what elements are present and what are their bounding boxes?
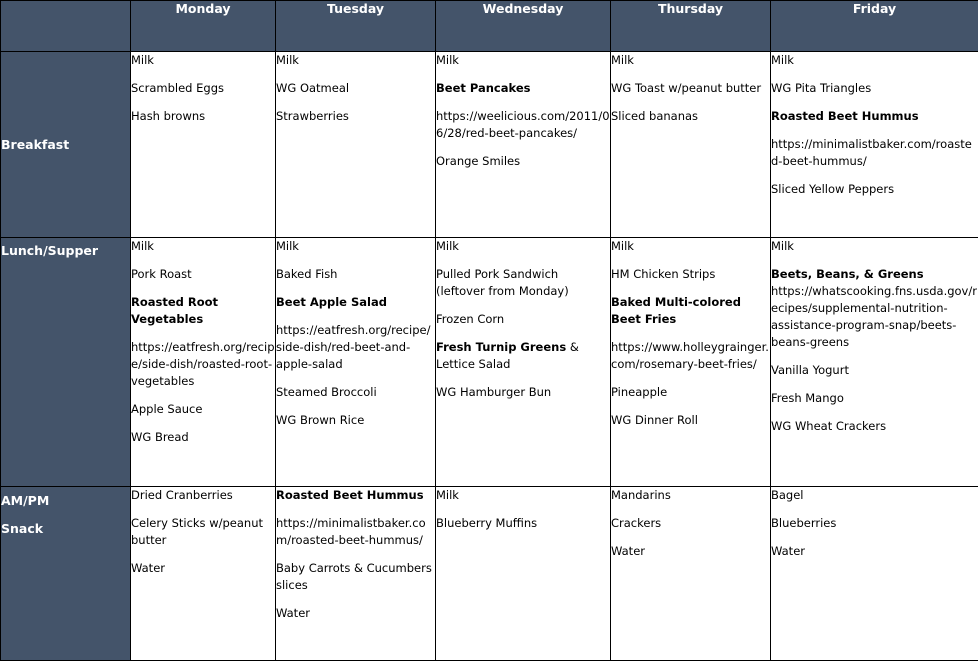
recipe-title: Beet Apple Salad [276, 295, 387, 309]
menu-item: WG Brown Rice [276, 413, 365, 427]
recipe-link[interactable]: https://minimalistbaker.com/roasted-beet-hummus/ [276, 516, 426, 547]
menu-item: Milk [436, 53, 459, 67]
menu-item: WG Dinner Roll [611, 413, 698, 427]
recipe-link[interactable]: https://eatfresh.org/recipe/side-dish/roasted-root-vegetables [131, 340, 275, 388]
day-header-thursday: Thursday [611, 1, 771, 52]
menu-item: Strawberries [276, 109, 349, 123]
menu-item: Milk [131, 53, 154, 67]
header-row [1, 1, 978, 52]
snack-thursday-cell [611, 487, 771, 661]
lunch-monday-cell [131, 238, 276, 487]
snack-tuesday-cell [276, 487, 436, 661]
menu-item: Vanilla Yogurt [771, 363, 849, 377]
recipe-link[interactable]: https://eatfresh.org/recipe/side-dish/red-beet-and-apple-salad [276, 323, 431, 371]
row-label-lunch-supper: Lunch/Supper [1, 238, 131, 487]
menu-item: Milk [276, 53, 299, 67]
snack-monday-cell [131, 487, 276, 661]
breakfast-friday-cell [771, 52, 978, 238]
menu-item: Milk [436, 239, 459, 253]
snack-friday-cell [771, 487, 978, 661]
day-header-wednesday: Wednesday [436, 1, 611, 52]
menu-item: Dried Cranberries [131, 488, 233, 502]
menu-item-suffix: & Lettice Salad [436, 340, 579, 371]
menu-item: Milk [436, 488, 459, 502]
breakfast-tuesday-cell [276, 52, 436, 238]
menu-item: Milk [771, 239, 794, 253]
menu-item: Mandarins [611, 488, 671, 502]
recipe-title: Roasted Root Vegetables [131, 295, 219, 326]
menu-item: Fresh Mango [771, 391, 844, 405]
menu-item-mixed [436, 339, 610, 373]
recipe-link[interactable]: https://minimalistbaker.com/roasted-beet-hummus/ [771, 137, 972, 168]
recipe-title: Roasted Beet Hummus [276, 488, 424, 502]
day-header-friday: Friday [771, 1, 978, 52]
menu-item: Blueberry Muffins [436, 516, 538, 530]
menu-item: Celery Sticks w/peanut butter [131, 516, 263, 547]
menu-item: Orange Smiles [436, 154, 521, 168]
menu-item: Crackers [611, 516, 662, 530]
menu-item: WG Oatmeal [276, 81, 350, 95]
row-label-snack-line1: AM/PM [1, 493, 50, 508]
recipe-link[interactable]: https://weelicious.com/2011/06/28/red-beet-pancakes/ [436, 109, 610, 140]
menu-item: Water [276, 606, 310, 620]
menu-item: Steamed Broccoli [276, 385, 377, 399]
lunch-wednesday-cell [436, 238, 611, 487]
menu-item: Sliced Yellow Peppers [771, 182, 895, 196]
recipe-title: Fresh Turnip Greens [436, 340, 567, 354]
breakfast-monday-cell [131, 52, 276, 238]
menu-item: Milk [276, 239, 299, 253]
day-header-tuesday: Tuesday [276, 1, 436, 52]
recipe-title: Roasted Beet Hummus [771, 109, 919, 123]
menu-item: Pork Roast [131, 267, 192, 281]
menu-item: Water [611, 544, 645, 558]
menu-item: Milk [771, 53, 794, 67]
menu-item: Pulled Pork Sandwich (leftover from Monday) [436, 267, 569, 298]
menu-item: Water [771, 544, 805, 558]
menu-item: WG Pita Triangles [771, 81, 872, 95]
recipe-title: Beets, Beans, & Greens [771, 267, 924, 281]
lunch-tuesday-cell [276, 238, 436, 487]
corner-cell [1, 1, 131, 52]
snack-row [1, 487, 978, 661]
menu-item: Milk [611, 239, 634, 253]
menu-item: Bagel [771, 488, 804, 502]
menu-item: Scrambled Eggs [131, 81, 224, 95]
menu-item: Hash browns [131, 109, 206, 123]
menu-item: Baby Carrots & Cucumbers slices [276, 561, 432, 592]
menu-item: Baked Fish [276, 267, 338, 281]
row-label-snack [1, 487, 131, 661]
snack-wednesday-cell [436, 487, 611, 661]
menu-item: HM Chicken Strips [611, 267, 716, 281]
menu-item: WG Hamburger Bun [436, 385, 552, 399]
breakfast-thursday-cell [611, 52, 771, 238]
menu-item: Frozen Corn [436, 312, 505, 326]
recipe-title: Beet Pancakes [436, 81, 531, 95]
row-label-breakfast: Breakfast [1, 52, 131, 238]
row-label-snack-line2: Snack [1, 521, 44, 536]
lunch-thursday-cell [611, 238, 771, 487]
menu-item: WG Wheat Crackers [771, 419, 887, 433]
day-header-monday: Monday [131, 1, 276, 52]
menu-item: Water [131, 561, 165, 575]
menu-item: Milk [131, 239, 154, 253]
breakfast-wednesday-cell [436, 52, 611, 238]
menu-item: Pineapple [611, 385, 668, 399]
menu-item: WG Toast w/peanut butter [611, 81, 762, 95]
recipe-link[interactable]: https://whatscooking.fns.usda.gov/recipes/supplemental-nutrition-assistance-program-snap/beets-beans-greens [771, 284, 977, 349]
menu-item: Sliced bananas [611, 109, 699, 123]
menu-item: WG Bread [131, 430, 189, 444]
breakfast-row [1, 52, 978, 238]
recipe-title: Baked Multi-colored Beet Fries [611, 295, 741, 326]
menu-item: Milk [611, 53, 634, 67]
recipe-link[interactable]: https://www.holleygrainger.com/rosemary-beet-fries/ [611, 340, 769, 371]
menu-item: Apple Sauce [131, 402, 203, 416]
menu-item: Blueberries [771, 516, 837, 530]
lunch-row [1, 238, 978, 487]
lunch-friday-cell [771, 238, 978, 487]
